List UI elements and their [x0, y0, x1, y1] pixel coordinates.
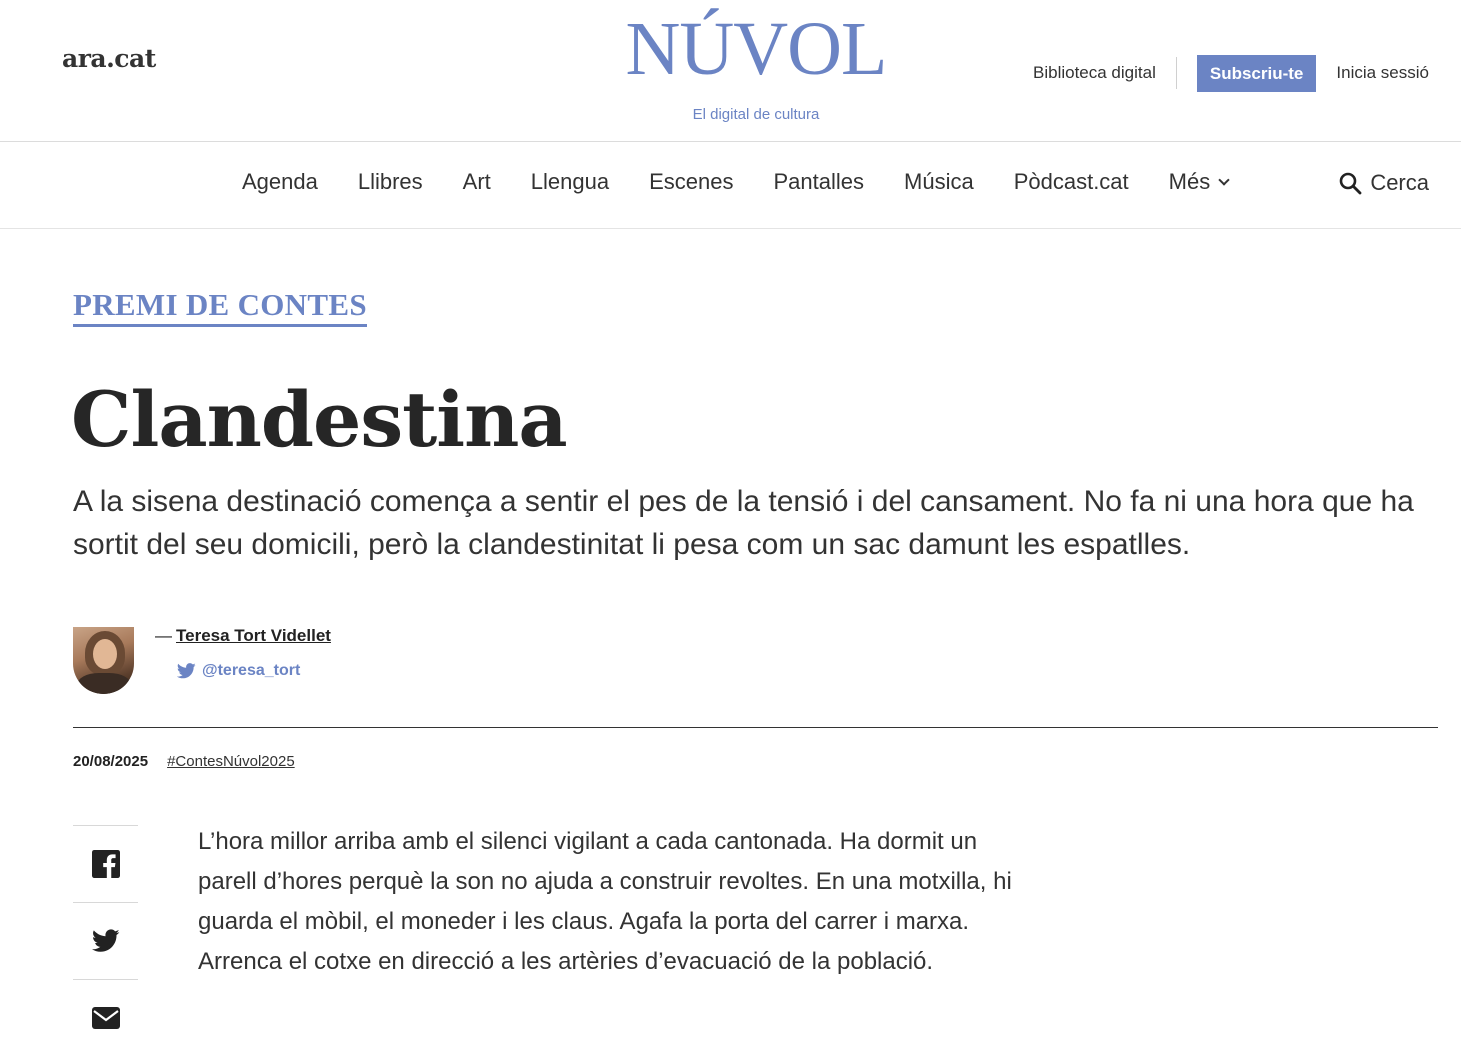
login-link[interactable]: Inicia sessió [1336, 63, 1429, 82]
section-kicker[interactable]: PREMI DE CONTES [73, 288, 367, 327]
nuvol-logo[interactable] [618, 8, 894, 128]
author-avatar[interactable] [73, 627, 134, 694]
nav-item-art[interactable]: Art [462, 169, 491, 194]
nav-item-podcast[interactable]: Pòdcast.cat [1013, 169, 1129, 194]
article-date: 20/08/2025 [73, 753, 149, 770]
nav-more-label: Més [1168, 169, 1211, 194]
share-facebook-button[interactable] [73, 825, 138, 902]
header-actions [1033, 55, 1429, 91]
ara-cat-link[interactable]: ara.cat [62, 44, 156, 73]
divider [73, 727, 1438, 728]
share-column [73, 825, 138, 1042]
search-button[interactable] [1338, 170, 1429, 196]
share-email-button[interactable] [73, 979, 138, 1042]
biblioteca-digital-link[interactable]: Biblioteca digital [1033, 57, 1177, 89]
search-label: Cerca [1370, 170, 1429, 195]
author-name-link[interactable]: Teresa Tort Videllet [176, 626, 331, 645]
site-header [0, 0, 1461, 142]
search-icon [1338, 171, 1362, 195]
twitter-handle: @teresa_tort [202, 662, 301, 679]
hashtag-link[interactable]: #ContesNúvol2025 [167, 753, 295, 770]
nav-item-pantalles[interactable]: Pantalles [773, 169, 865, 194]
author-twitter-link[interactable] [177, 662, 300, 680]
article-body: L’hora millor arriba amb el silenci vigilant a cada cantonada. Ha dormit un parell d’hores perquè la son no ajuda a construir revoltes. En una motxilla, hi guarda el mòbil, el moneder i les claus. Agafa la porta del carrer i marxa. Arrenca el cotxe en direcció a les artèries d’evacuació de la població. [198, 828, 1012, 975]
logo-tagline: El digital de cultura [692, 106, 820, 123]
twitter-icon [92, 927, 120, 955]
logo-wordmark: NÚVOL [625, 7, 887, 91]
main-nav [0, 142, 1461, 229]
article-lede: A la sisena destinació comença a sentir el pes de la tensió i del cansament. No fa ni una hora que ha sortit del seu domicili, però la clandestinitat li pesa com un sac damunt les espatlles. [73, 485, 1414, 561]
email-icon [92, 1004, 120, 1032]
nav-item-llengua[interactable]: Llengua [530, 169, 610, 194]
nav-item-llibres[interactable]: Llibres [357, 169, 423, 194]
nav-item-escenes[interactable]: Escenes [649, 169, 734, 194]
article-meta [73, 753, 295, 770]
nav-item-musica[interactable]: Música [904, 169, 974, 194]
subscribe-button[interactable]: Subscriu-te [1197, 55, 1317, 92]
chevron-down-icon [1219, 174, 1230, 185]
nav-items [242, 168, 1268, 196]
byline [155, 626, 331, 646]
facebook-icon [92, 850, 120, 878]
twitter-icon [177, 663, 196, 679]
nav-item-agenda[interactable]: Agenda [242, 169, 318, 194]
byline-dash: — [155, 626, 172, 645]
share-twitter-button[interactable] [73, 902, 138, 979]
article-title: Clandestina [71, 375, 567, 464]
nav-item-mes[interactable] [1169, 168, 1229, 196]
